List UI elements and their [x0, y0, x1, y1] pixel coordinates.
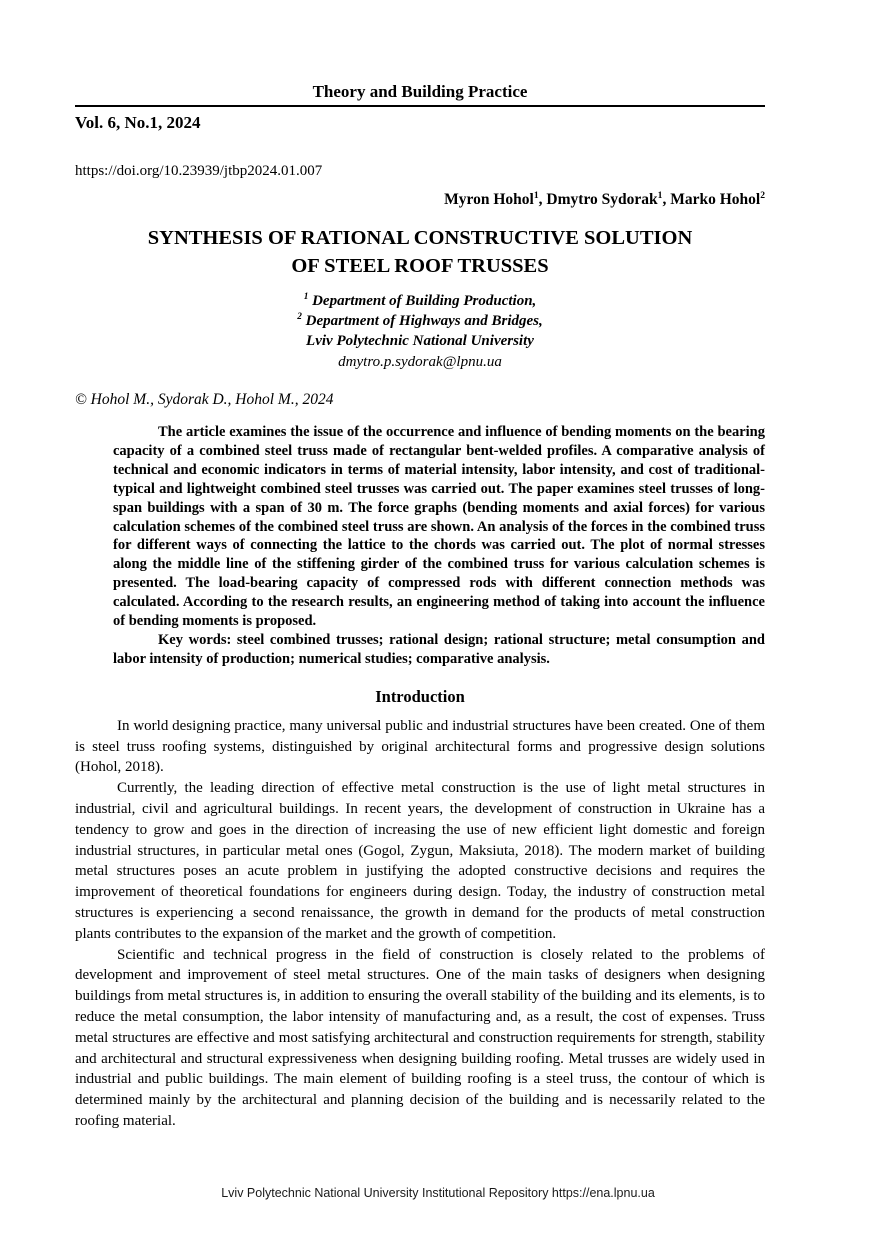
author-affiliation-marker: 1	[657, 189, 663, 201]
authors-line: Myron Hohol$^1$, Dmytro Sydorak$^1$, Marko Hohol$^2$	[444, 189, 765, 208]
paper-title	[75, 224, 765, 280]
author-name: Dmytro Sydorak	[546, 191, 658, 208]
author-affiliation-marker: 1	[533, 189, 539, 201]
paper-title-line1: SYNTHESIS OF RATIONAL CONSTRUCTIVE SOLUTION	[147, 227, 693, 249]
affiliations	[75, 291, 765, 351]
journal-header: Theory and Building Practice	[312, 82, 528, 101]
author-name: Myron Hohol	[444, 191, 534, 208]
abstract-block	[113, 423, 765, 669]
affiliation-line: $^1$ Department of Building Production,	[303, 292, 537, 309]
keywords-text: Key words: steel combined trusses; rational design; rational structure; metal consumption and labor intensity of production; numerical studies; comparative analysis.	[113, 631, 765, 667]
header-rule	[75, 105, 765, 107]
affiliation-marker: 2	[297, 312, 302, 322]
abstract-text: The article examines the issue of the occurrence and influence of bending moments on the bearing capacity of a combined steel truss made of rectangular bent-welded profiles. A comparative analysis of technical and economic indicators in terms of material intensity, labor intensity, and cost of traditional-typical and lightweight combined steel trusses was carried out. The paper examines steel trusses of long-span buildings with a span of 30 m. The force graphs (bending moments and axial forces) for various calculation schemes of the combined steel truss are shown. An analysis of the forces in the combined truss for different ways of connecting the lattice to the chords was carried out. The plot of normal stresses along the middle line of the stiffening girder of the combined truss for various calculation schemes is presented. The load-bearing capacity of compressed rods with different connection methods was calculated. According to the research results, an engineering method of taking into account the influence of bending moments is proposed.	[113, 424, 765, 630]
volume-info: Vol. 6, No.1, 2024	[75, 113, 201, 132]
introduction-paragraph-3: Scientific and technical progress in the field of construction is closely related to the problems of development and improvement of steel metal structures. One of the main tasks of designers when designing buildings from metal structures is, in addition to ensuring the overall stability of the building and its elements, is to reduce the metal consumption, the labor intensity of manufacturing and, as a result, the cost of expenses. Truss metal structures are effective and most satisfying architectural and construction requirements for strength, stability and architectural and structural expressiveness when designing building roofing. Metal trusses are widely used in industrial and public buildings. The main element of building roofing is a steel truss, the contour of which is determined mainly by the architectural and planning decision of the building and is necessarily related to the roofing material.	[75, 946, 765, 1129]
affiliation-line: Lviv Polytechnic National University	[306, 333, 534, 349]
author-name: Marko Hohol	[670, 191, 761, 208]
author-affiliation-marker: 2	[760, 189, 765, 201]
affiliation-marker: 1	[303, 292, 309, 302]
introduction-paragraph-1: In world designing practice, many universal public and industrial structures have been created. One of them is steel truss roofing systems, distinguished by original architectural forms and progressive design solutions (Hohol, 2018).	[75, 717, 765, 776]
copyright-line: © Hohol M., Sydorak D., Hohol M., 2024	[75, 391, 334, 408]
paper-title-line2: OF STEEL ROOF TRUSSES	[291, 255, 549, 277]
section-heading-introduction: Introduction	[375, 686, 465, 706]
affiliation-line: $^2$ Department of Highways and Bridges,	[297, 312, 543, 329]
doi-link[interactable]: https://doi.org/10.23939/jtbp2024.01.007	[75, 163, 323, 179]
introduction-paragraph-2: Currently, the leading direction of effective metal construction is the use of light metal structures in industrial, civil and agricultural buildings. In recent years, the development of construction in Ukraine has a tendency to grow and goes in the direction of increasing the use of new efficient light domestic and foreign industrial structures, in particular metal ones (Gogol, Zygun, Maksiuta, 2018). The modern market of building metal structures poses an acute problem in justifying the adopted constructive decisions and requires the improvement of theoretical foundations for engineers during design. Today, the industry of construction metal structures is experiencing a second renaissance, the growth in demand for the products of metal construction plants contributes to the expansion of the market and the growth of competition.	[75, 780, 765, 942]
repository-footer: Lviv Polytechnic National University Institutional Repository https://ena.lpnu.ua	[221, 1186, 655, 1200]
email-address[interactable]: dmytro.p.sydorak@lpnu.ua	[338, 354, 502, 370]
